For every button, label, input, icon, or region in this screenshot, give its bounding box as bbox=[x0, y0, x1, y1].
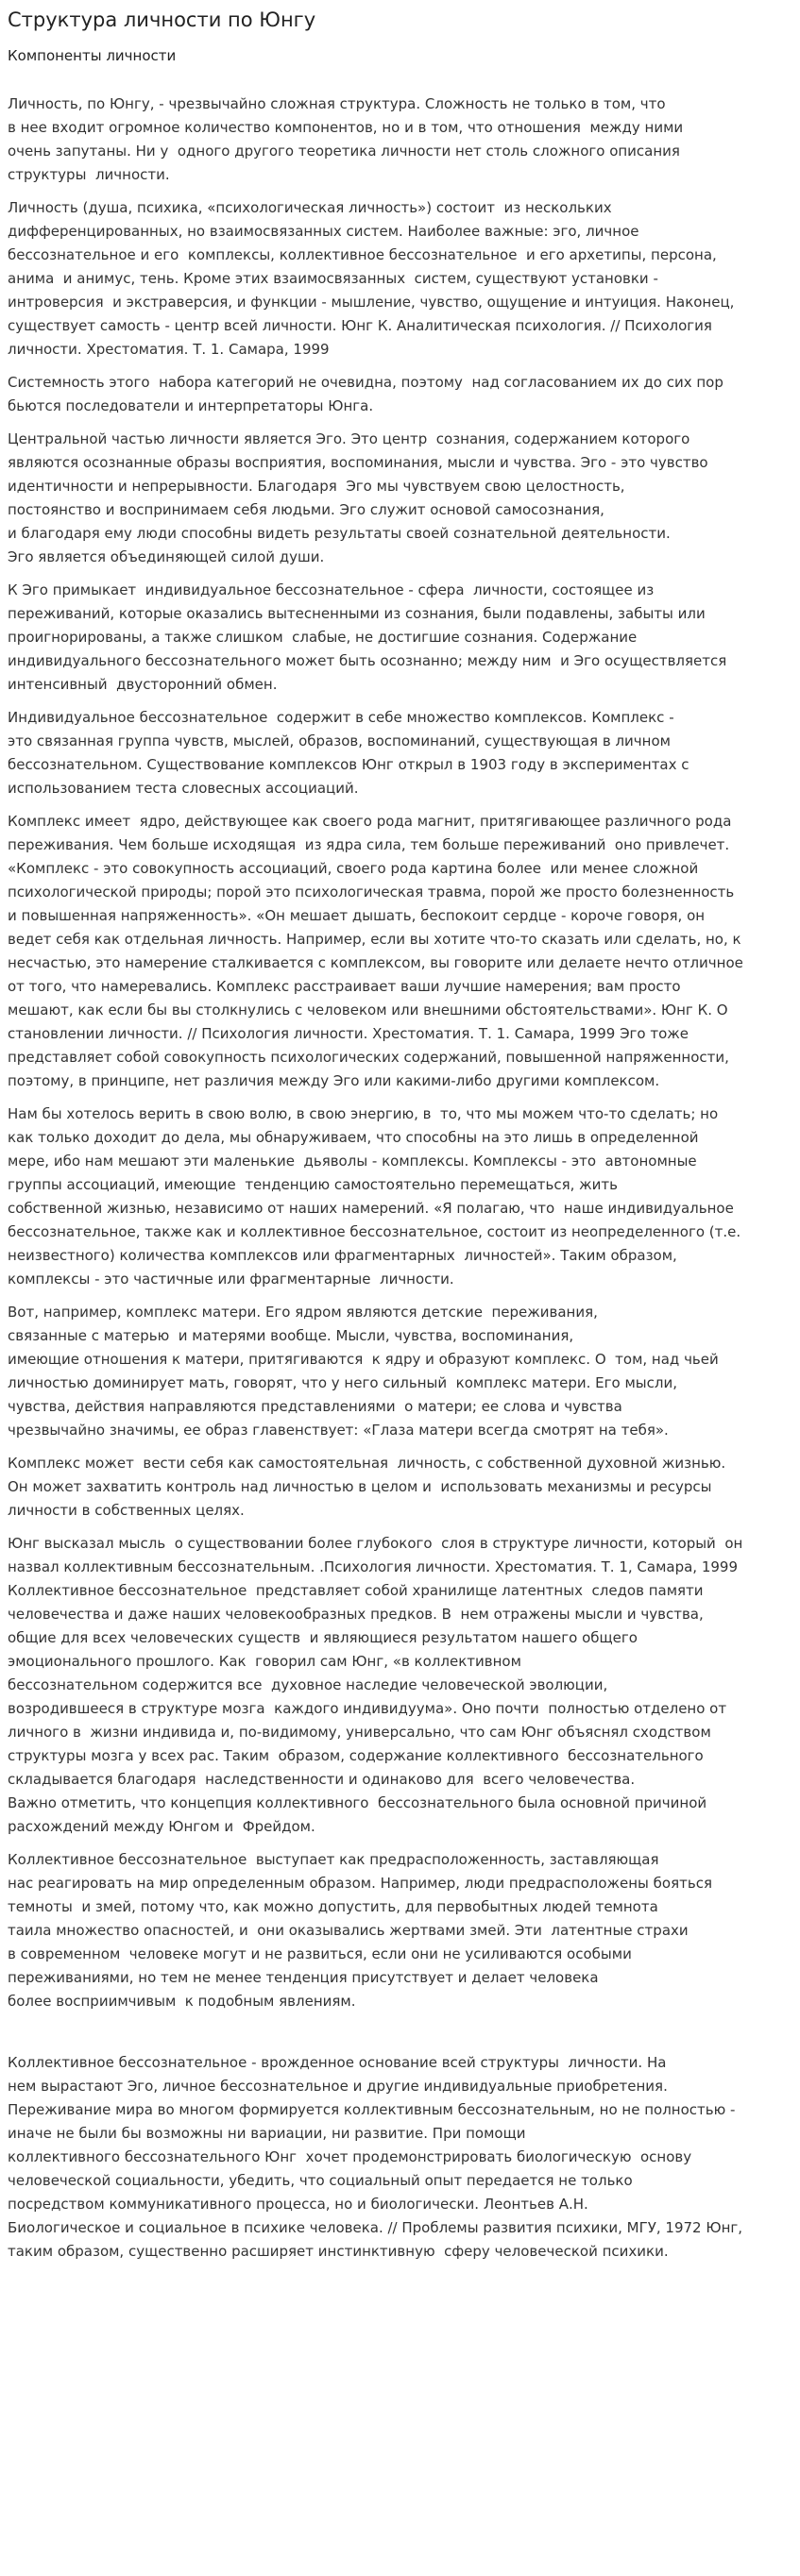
page-title: Структура личности по Юнгу bbox=[8, 8, 316, 31]
page-subtitle: Компоненты личности bbox=[8, 47, 177, 64]
article-body bbox=[8, 93, 792, 2264]
paragraph-3: Системность этого набора категорий не очевидна, поэтому над согласованием их до сих пор бьются последователи и интерпретаторы Юнга. bbox=[8, 374, 723, 414]
paragraph-12: Коллективное бессознательное выступает как предрасположенность, заставляющая нас реагировать на мир определенным образом. Например, люди предрасположены бояться темноты и змей, потому что, как можно допустить, для первобытных людей темнота таила множество опасностей, и они оказывались жертвами змей. Эти латентные страхи в современном человеке могут и не развиться, если они не усиливаются особыми переживаниями, но тем не менее тенденция присутствует и делает человека более восприимчивым к подобным явлениям. bbox=[8, 1851, 712, 2010]
paragraph-7: Комплекс имеет ядро, действующее как своего рода магнит, притягивающее различного рода переживания. Чем больше исходящая из ядра сила, тем больше переживаний оно привлечет. «Комплекс - это совокупность ассоциаций, своего рода картина более или менее сложной психологической природы; порой это психологическая травма, порой же просто болезненность и повышенная напряженность». «Он мешает дышать, беспокоит сердце - короче говоря, он ведет себя как отдельная личность. Например, если вы хотите что-то сказать или сделать, но, к несчастью, это намерение сталкивается с комплексом, вы говорите или делаете нечто отличное от того, что намеревались. Комплекс расстраивает ваши лучшие намерения; вам просто мешают, как если бы вы столкнулись с человеком или внешними обстоятельствами». Юнг К. О становлении личности. // Психология личности. Хрестоматия. Т. 1. Самара, 1999 Эго тоже представляет собой совокупность психологических содержаний, повышенной напряженности, поэтому, в принципе, нет различия между Эго или какими-либо другими комплексом. bbox=[8, 813, 743, 1089]
paragraph-1: Личность, по Юнгу, - чрезвычайно сложная структура. Сложность не только в том, что в нее входит огромное количество компонентов, но и в том, что отношения между ними очень запутаны. Ни у одного другого теоретика личности нет столь сложного описания структуры личности. bbox=[8, 95, 684, 183]
paragraph-5: К Эго примыкает индивидуальное бессознательное - сфера личности, состоящее из переживаний, которые оказались вытесненными из сознания, были подавлены, забыты или проигнорированы, а также слишком слабые, не достигшие сознания. Содержание индивидуального бессознательного может быть осознанно; между ним и Эго осуществляется интенсивный двусторонний обмен. bbox=[8, 581, 727, 693]
paragraph-2: Личность (душа, психика, «психологическая личность») состоит из нескольких дифференцированных, но взаимосвязанных систем. Наиболее важные: эго, личное бессознательное и его комплексы, коллективное бессознательное и его архетипы, персона, анима и анимус, тень. Кроме этих взаимосвязанных систем, существуют установки - интроверсия и экстраверсия, и функции - мышление, чувство, ощущение и интуиция. Наконец, существует самость - центр всей личности. Юнг К. Аналитическая психология. // Психология личности. Хрестоматия. Т. 1. Самара, 1999 bbox=[8, 199, 735, 358]
paragraph-11: Юнг высказал мысль о существовании более глубокого слоя в структуре личности, который он назвал коллективным бессознательным. .Психология личности. Хрестоматия. Т. 1, Самара, 1999 Коллективное бессознательное представляет собой хранилище латентных следов памяти человечества и даже наших человекообразных предков. В нем отражены мысли и чувства, общие для всех человеческих существ и являющиеся результатом нашего общего эмоционального прошлого. Как говорил сам Юнг, «в коллективном бессознательном содержится все духовное наследие человеческой эволюции, возродившееся в структуре мозга каждого индивидуума». Оно почти полностью отделено от личного в жизни индивида и, по-видимому, универсально, что сам Юнг объяснял сходством структуры мозга у всех рас. Таким образом, содержание коллективного бессознательного складывается благодаря наследственности и одинаково для всего человечества. Важно отметить, что концепция коллективного бессознательного была основной причиной расхождений между Юнгом и Фрейдом. bbox=[8, 1535, 743, 1835]
paragraph-4: Центральной частью личности является Эго. Это центр сознания, содержанием которого являются осознанные образы восприятия, воспоминания, мысли и чувства. Эго - это чувство идентичности и непрерывности. Благодаря Эго мы чувствуем свою целостность, постоянство и воспринимаем себя людьми. Эго служит основой самосознания, и благодаря ему люди способны видеть результаты своей сознательной деятельности. Эго является объединяющей силой души. bbox=[8, 430, 708, 565]
paragraph-8: Нам бы хотелось верить в свою волю, в свою энергию, в то, что мы можем что-то сделать; но как только доходит до дела, мы обнаруживаем, что способны на это лишь в определенной мере, ибо нам мешают эти маленькие дьяволы - комплексы. Комплексы - это автономные группы ассоциаций, имеющие тенденцию самостоятельно перемещаться, жить собственной жизнью, независимо от наших намерений. «Я полагаю, что наше индивидуальное бессознательное, также как и коллективное бессознательное, состоит из неопределенного (т.е. неизвестного) количества комплексов или фрагментарных личностей». Таким образом, комплексы - это частичные или фрагментарные личности. bbox=[8, 1105, 741, 1288]
paragraph-13: Коллективное бессознательное - врожденное основание всей структуры личности. На нем вырастают Эго, личное бессознательное и другие индивидуальные приобретения. Переживание мира во многом формируется коллективным бессознательным, но не полностью - иначе не были бы возможны ни вариации, ни развитие. При помощи коллективного бессознательного Юнг хочет продемонстрировать биологическую основу человеческой социальности, убедить, что социальный опыт передается не только посредством коммуникативного процесса, но и биологически. Леонтьев А.Н. Биологическое и социальное в психике человека. // Проблемы развития психики, МГУ, 1972 Юнг, таким образом, существенно расширяет инстинктивную сферу человеческой психики. bbox=[8, 2054, 743, 2260]
paragraph-6: Индивидуальное бессознательное содержит в себе множество комплексов. Комплекс - это связанная группа чувств, мыслей, образов, воспоминаний, существующая в личном бессознательном. Существование комплексов Юнг открыл в 1903 году в экспериментах с использованием теста словесных ассоциаций. bbox=[8, 709, 689, 797]
paragraph-9: Вот, например, комплекс матери. Его ядром являются детские переживания, связанные с матерью и матерями вообще. Мысли, чувства, воспоминания, имеющие отношения к матери, притягиваются к ядру и образуют комплекс. О том, над чьей личностью доминирует мать, говорят, что у него сильный комплекс матери. Его мысли, чувства, действия направляются представлениями о матери; ее слова и чувства чрезвычайно значимы, ее образ главенствует: «Глаза матери всегда смотрят на тебя». bbox=[8, 1304, 719, 1439]
paragraph-10: Комплекс может вести себя как самостоятельная личность, с собственной духовной жизнью. Он может захватить контроль над личностью в целом и использовать механизмы и ресурсы личности в собственных целях. bbox=[8, 1455, 726, 1519]
